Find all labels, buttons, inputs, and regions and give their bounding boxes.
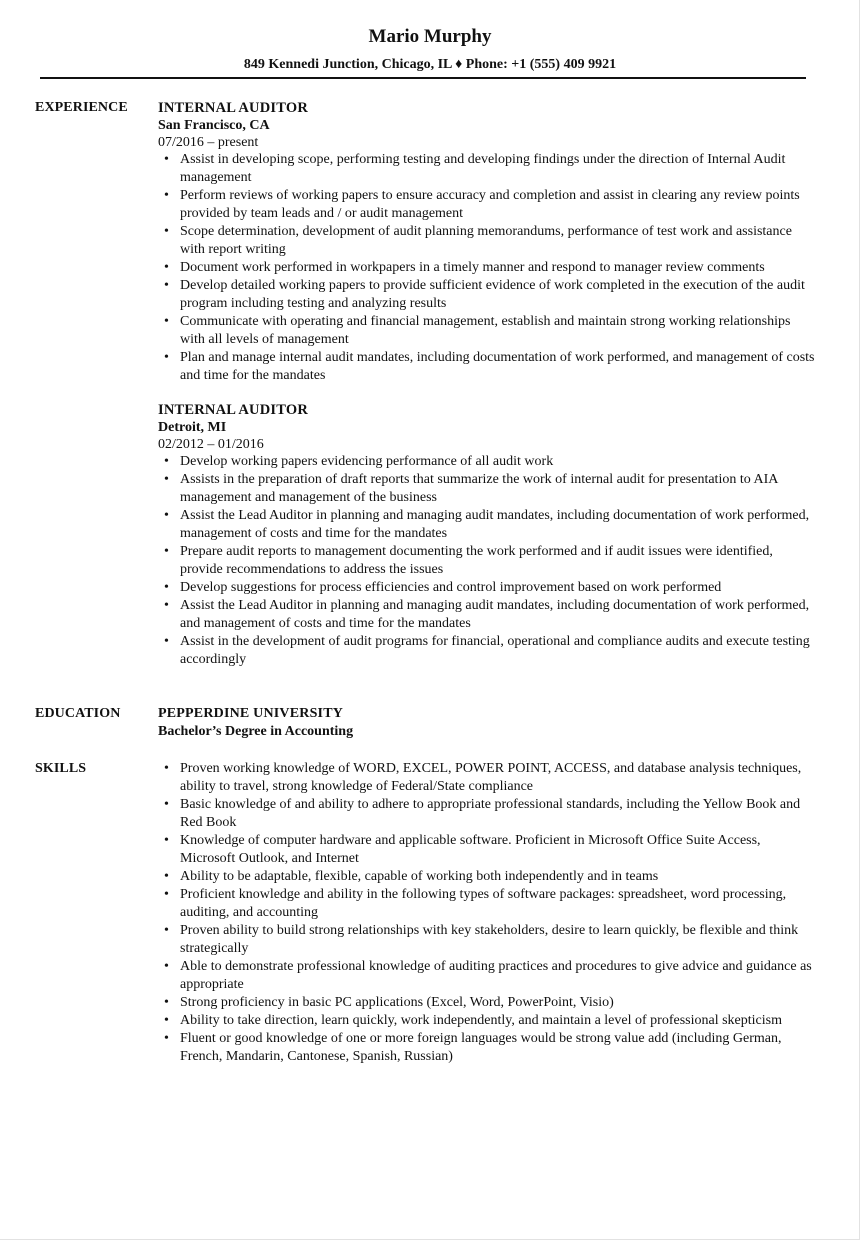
list-item: • Plan and manage internal audit mandates, including documentation of work performed, and management of costs and time for the mandates — [158, 349, 818, 385]
list-item: • Assist in the development of audit programs for financial, operational and compliance audits and execute testing accordingly — [158, 633, 818, 669]
education-body — [158, 705, 818, 741]
list-item: • Proficient knowledge and ability in the following types of software packages: spreadsheet, word processing, auditing, and accounting — [158, 886, 818, 922]
list-item: • Develop working papers evidencing performance of all audit work — [158, 453, 818, 471]
job-bullets — [158, 151, 818, 385]
list-item: • Assist the Lead Auditor in planning and managing audit mandates, including documentation of work performed, management of costs and time for the mandates — [158, 507, 818, 543]
list-item: • Strong proficiency in basic PC applications (Excel, Word, PowerPoint, Visio) — [158, 994, 818, 1012]
section-title: EDUCATION — [35, 706, 121, 721]
list-item: • Basic knowledge of and ability to adhere to appropriate professional standards, including the Yellow Book and Red Book — [158, 796, 818, 832]
list-item: • Ability to be adaptable, flexible, capable of working both independently and in teams — [158, 868, 818, 886]
job-title: INTERNAL AUDITOR — [158, 402, 308, 418]
list-item: • Document work performed in workpapers in a timely manner and respond to manager review comments — [158, 259, 818, 277]
job-bullets — [158, 453, 818, 669]
experience-body — [158, 99, 818, 669]
list-item: • Able to demonstrate professional knowledge of auditing practices and procedures to give advice and guidance as appropriate — [158, 958, 818, 994]
resume-header — [0, 25, 860, 74]
list-item: • Knowledge of computer hardware and applicable software. Proficient in Microsoft Office Suite Access, Microsoft Outlook, and Internet — [158, 832, 818, 868]
job-location: Detroit, MI — [158, 420, 227, 435]
job-location: San Francisco, CA — [158, 118, 270, 133]
contact-line: 849 Kennedi Junction, Chicago, IL ♦ Phone: +1 (555) 409 9921 — [243, 57, 617, 72]
skills-body — [158, 760, 818, 1066]
list-item: • Assists in the preparation of draft reports that summarize the work of internal audit for presentation to AIA management and management of the business — [158, 471, 818, 507]
section-title: SKILLS — [35, 761, 87, 776]
list-item: • Assist the Lead Auditor in planning and managing audit mandates, including documentation of work performed, and management of costs and time for the mandates — [158, 597, 818, 633]
list-item: • Develop suggestions for process efficiencies and control improvement based on work performed — [158, 579, 818, 597]
job-dates: 02/2012 – 01/2016 — [158, 437, 264, 452]
header-divider — [40, 77, 806, 79]
job-entry — [158, 401, 818, 669]
skills-bullets — [158, 760, 818, 1066]
list-item: • Prepare audit reports to management documenting the work performed and if audit issues were identified, provide recommendations to address the issues — [158, 543, 818, 579]
job-entry — [158, 99, 818, 385]
school-name: PEPPERDINE UNIVERSITY — [158, 706, 344, 721]
list-item: • Perform reviews of working papers to ensure accuracy and completion and assist in clearing any review points provided by team leads and / or audit management — [158, 187, 818, 223]
section-title: EXPERIENCE — [35, 100, 128, 115]
list-item: • Scope determination, development of audit planning memorandums, performance of test work and assistance with report writing — [158, 223, 818, 259]
list-item: • Assist in developing scope, performing testing and developing findings under the direction of Internal Audit management — [158, 151, 818, 187]
list-item: • Proven working knowledge of WORD, EXCEL, POWER POINT, ACCESS, and database analysis techniques, ability to travel, strong knowledge of Federal/State compliance — [158, 760, 818, 796]
degree-name: Bachelor’s Degree in Accounting — [158, 724, 354, 739]
list-item: • Develop detailed working papers to provide sufficient evidence of work completed in the execution of the audit program including testing and analyzing results — [158, 277, 818, 313]
list-item: • Communicate with operating and financial management, establish and maintain strong working relationships with all levels of management — [158, 313, 818, 349]
list-item: • Ability to take direction, learn quickly, work independently, and maintain a level of professional skepticism — [158, 1012, 818, 1030]
list-item: • Fluent or good knowledge of one or more foreign languages would be strong value add (including German, French, Mandarin, Cantonese, Spanish, Russian) — [158, 1030, 818, 1066]
job-title: INTERNAL AUDITOR — [158, 100, 308, 116]
candidate-name: Mario Murphy — [368, 26, 492, 47]
job-dates: 07/2016 – present — [158, 135, 259, 150]
list-item: • Proven ability to build strong relationships with key stakeholders, desire to learn quickly, be flexible and think strategically — [158, 922, 818, 958]
